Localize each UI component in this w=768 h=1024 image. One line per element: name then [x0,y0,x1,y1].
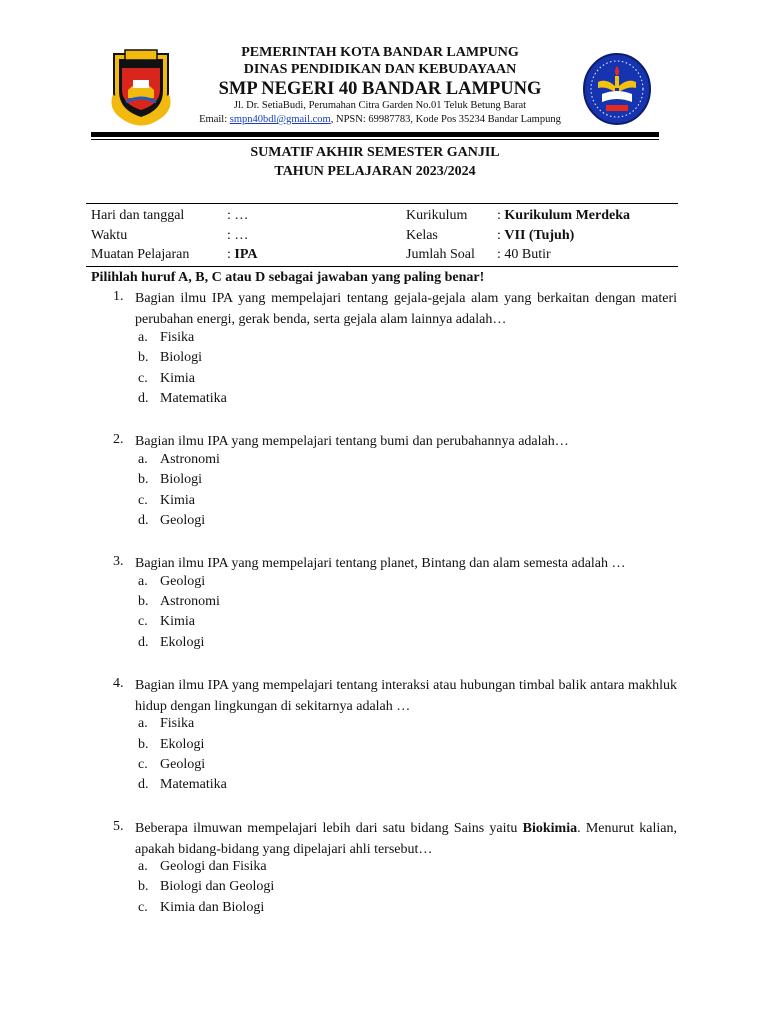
school-contact [180,114,580,126]
q4-option-a-letter: a. [138,716,148,731]
q4-option-d-letter: d. [138,777,149,792]
q1-option-a-letter: a. [138,330,148,345]
q3-option-d: Ekologi [160,635,205,650]
q4-option-c-letter: c. [138,757,148,772]
hari-label: Hari dan tanggal [91,208,185,223]
q2-option-b-letter: b. [138,472,149,487]
q4-option-b: Ekologi [160,737,205,752]
q1-option-a: Fisika [160,330,195,345]
q3-option-b-letter: b. [138,594,149,609]
kurikulum-value: : Kurikulum Merdeka [497,208,631,223]
letterhead-divider-thick [91,132,659,137]
muatan-label: Muatan Pelajaran [91,247,190,262]
q4-option-b-letter: b. [138,737,149,752]
muatan-value: : IPA [227,247,258,262]
waktu-label: Waktu [91,228,128,243]
email-label: Email: [199,114,230,125]
school-name: SMP NEGERI 40 BANDAR LAMPUNG [218,79,542,99]
q5-option-a: Geologi dan Fisika [160,859,267,874]
q5-option-c-letter: c. [138,900,148,915]
q2-option-a-letter: a. [138,452,148,467]
question-3-text: Bagian ilmu IPA yang mempelajari tentang planet, Bintang dan alam semesta adalah … [135,556,626,571]
question-5-number: 5. [113,819,124,834]
question-1-text: Bagian ilmu IPA yang mempelajari tentang gejala-gejala alam yang berkaitan dengan materi perubahan energi, gerak benda, serta gejala alam lainnya adalah… [135,291,677,327]
q1-option-b: Biologi [160,350,203,365]
q3-option-c-letter: c. [138,614,148,629]
q4-option-a: Fisika [160,716,195,731]
q2-option-d: Geologi [160,513,206,528]
q5-option-a-letter: a. [138,859,148,874]
exam-title: SUMATIF AKHIR SEMESTER GANJIL [250,145,500,160]
hari-value: : … [227,208,249,223]
kelas-label: Kelas [406,228,438,243]
school-address: Jl. Dr. SetiaBudi, Perumahan Citra Garden No.01 Teluk Betung Barat [233,100,527,111]
biokimia-term: Biokimia [522,821,578,836]
department-name: DINAS PENDIDIKAN DAN KEBUDAYAAN [243,62,517,77]
letterhead-divider-thin [91,139,659,140]
q2-option-c-letter: c. [138,493,148,508]
kelas-value: : VII (Tujuh) [497,228,575,243]
q3-option-a: Geologi [160,574,206,589]
q1-option-b-letter: b. [138,350,149,365]
question-1-number: 1. [113,289,124,304]
q2-option-d-letter: d. [138,513,149,528]
q2-option-b: Biologi [160,472,203,487]
jumlah-value: : 40 Butir [497,247,551,262]
q1-option-c: Kimia [160,371,195,386]
bandar-lampung-crest-logo [108,46,174,126]
q2-option-c: Kimia [160,493,195,508]
kurikulum-label: Kurikulum [406,208,468,223]
q4-option-c: Geologi [160,757,206,772]
school-emblem-logo [582,52,652,126]
government-name: PEMERINTAH KOTA BANDAR LAMPUNG [241,45,519,60]
q4-option-d: Matematika [160,777,227,792]
info-table-bottom-border [86,266,678,267]
q1-option-d: Matematika [160,391,227,406]
q3-option-c: Kimia [160,614,195,629]
info-table-top-border [86,203,678,204]
waktu-value: : … [227,228,249,243]
jumlah-label: Jumlah Soal [406,247,475,262]
q5-option-c: Kimia dan Biologi [160,900,265,915]
q5-option-b-letter: b. [138,879,149,894]
q5-option-b: Biologi dan Geologi [160,879,275,894]
q3-option-d-letter: d. [138,635,149,650]
email-link[interactable]: smpn40bdl@gmail.com [229,114,331,125]
q3-option-b: Astronomi [160,594,220,609]
q3-option-a-letter: a. [138,574,148,589]
question-2-number: 2. [113,432,124,447]
question-2-text: Bagian ilmu IPA yang mempelajari tentang bumi dan perubahannya adalah… [135,434,569,449]
question-4-text: Bagian ilmu IPA yang mempelajari tentang interaksi atau hubungan timbal balik antara makhluk hidup dengan lingkungan di sekitarnya adalah … [135,678,677,714]
q1-option-c-letter: c. [138,371,148,386]
npsn-postcode: , NPSN: 69987783, Kode Pos 35234 Bandar Lampung [330,114,561,125]
question-5-text: Beberapa ilmuwan mempelajari lebih dari satu bidang Sains yaitu Biokimia. Menurut kalian, apakah bidang-bidang yang dipelajari ahli tersebut… [135,821,678,857]
q2-option-a: Astronomi [160,452,220,467]
question-3-number: 3. [113,554,124,569]
q1-option-d-letter: d. [138,391,149,406]
exam-year: TAHUN PELAJARAN 2023/2024 [274,164,476,179]
instruction-text: Pilihlah huruf A, B, C atau D sebagai jawaban yang paling benar! [91,270,485,285]
question-4-number: 4. [113,676,124,691]
